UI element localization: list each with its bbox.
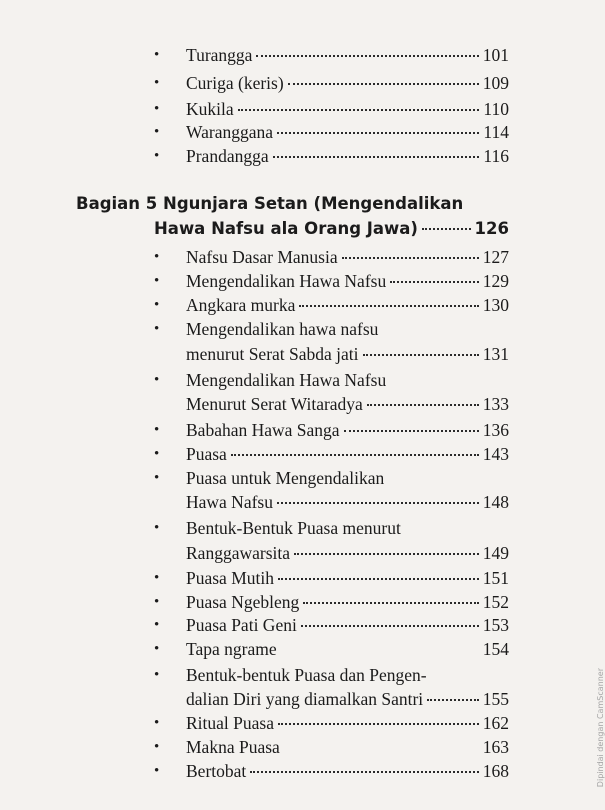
bullet-icon: •	[154, 47, 160, 63]
dot-leader	[256, 55, 478, 57]
entry-page: 152	[482, 592, 509, 612]
dot-leader	[231, 454, 479, 456]
dot-leader	[344, 430, 479, 432]
entry-page: 153	[482, 615, 509, 635]
bullet-icon: •	[154, 520, 160, 536]
entry-label: Bentuk-bentuk Puasa dan Pengen-	[186, 665, 427, 685]
dot-leader	[288, 83, 479, 85]
entry-label: Waranggana	[186, 122, 274, 142]
entry-label: Prandangga	[186, 146, 269, 166]
dot-leader	[284, 747, 479, 749]
entry-label: Puasa untuk Mengendalikan	[186, 468, 385, 488]
bullet-icon: •	[154, 273, 160, 289]
entry-page: 163	[482, 737, 509, 757]
entry-page: 148	[482, 492, 509, 512]
bullet-icon: •	[154, 321, 160, 337]
section-page: 126	[474, 219, 509, 238]
entry-page: 116	[483, 146, 509, 166]
entry-page: 154	[482, 639, 509, 659]
dot-leader	[278, 723, 479, 725]
entry-label: menurut Serat Sabda jati	[186, 344, 359, 364]
bullet-icon: •	[154, 763, 160, 779]
entry-label: Bentuk-Bentuk Puasa menurut	[186, 518, 401, 538]
scanner-watermark: Dipindai dengan CamScanner	[596, 668, 605, 788]
dot-leader	[427, 699, 479, 701]
entry-page: 101	[482, 45, 509, 65]
entry-page: 151	[482, 568, 509, 588]
dot-leader	[278, 578, 479, 580]
dot-leader	[281, 649, 479, 651]
entry-label: Makna Puasa	[186, 737, 280, 757]
entry-label: Ritual Puasa	[186, 713, 274, 733]
bullet-icon: •	[154, 570, 160, 586]
dot-leader	[301, 625, 479, 627]
dot-leader	[299, 305, 478, 307]
bullet-icon: •	[154, 124, 160, 140]
dot-leader	[238, 109, 480, 111]
bullet-icon: •	[154, 594, 160, 610]
entry-label: Puasa Mutih	[186, 568, 274, 588]
entry-label: Tapa ngrame	[186, 639, 277, 659]
entry-page: 114	[483, 122, 509, 142]
section-title-line1: Bagian 5 Ngunjara Setan (Mengendalikan	[76, 194, 464, 213]
dot-leader	[342, 257, 479, 259]
entry-label: Kukila	[186, 99, 234, 119]
entry-label: Puasa	[186, 444, 227, 464]
dot-leader	[390, 281, 479, 283]
dot-leader	[367, 404, 479, 406]
entry-label: Turangga	[186, 45, 253, 65]
entry-label: Hawa Nafsu	[186, 492, 273, 512]
entry-page: 131	[482, 344, 509, 364]
entry-page: 149	[482, 543, 509, 563]
entry-label: Mengendalikan hawa nafsu	[186, 319, 379, 339]
dot-leader	[422, 228, 471, 230]
entry-page: 162	[482, 713, 509, 733]
bullet-icon: •	[154, 446, 160, 462]
entry-label: dalian Diri yang diamalkan Santri	[186, 689, 424, 709]
section-title-line2: Hawa Nafsu ala Orang Jawa)	[154, 219, 418, 238]
entry-page: 133	[482, 394, 509, 414]
entry-page: 168	[482, 761, 509, 781]
bullet-icon: •	[154, 372, 160, 388]
entry-page: 129	[482, 271, 509, 291]
entry-page: 130	[482, 295, 509, 315]
dot-leader	[277, 132, 479, 134]
bullet-icon: •	[154, 422, 160, 438]
bullet-icon: •	[154, 715, 160, 731]
bullet-icon: •	[154, 470, 160, 486]
entry-page: 136	[482, 420, 509, 440]
bullet-icon: •	[154, 739, 160, 755]
entry-label: Puasa Pati Geni	[186, 615, 297, 635]
dot-leader	[294, 553, 479, 555]
bullet-icon: •	[154, 667, 160, 683]
entry-label: Angkara murka	[186, 295, 296, 315]
bullet-icon: •	[154, 75, 160, 91]
entry-label: Mengendalikan Hawa Nafsu	[186, 271, 387, 291]
bullet-icon: •	[154, 641, 160, 657]
entry-label: Babahan Hawa Sanga	[186, 420, 340, 440]
dot-leader	[363, 354, 479, 356]
entry-label: Curiga (keris)	[186, 73, 284, 93]
entry-page: 110	[483, 99, 509, 119]
entry-page: 155	[482, 689, 509, 709]
entry-page: 127	[482, 247, 509, 267]
dot-leader	[303, 602, 479, 604]
bullet-icon: •	[154, 148, 160, 164]
entry-label: Ranggawarsita	[186, 543, 290, 563]
dot-leader	[250, 771, 478, 773]
dot-leader	[273, 156, 480, 158]
entry-label: Mengendalikan Hawa Nafsu	[186, 370, 387, 390]
dot-leader	[277, 502, 479, 504]
entry-label: Bertobat	[186, 761, 247, 781]
entry-label: Nafsu Dasar Manusia	[186, 247, 338, 267]
entry-label: Puasa Ngebleng	[186, 592, 300, 612]
bullet-icon: •	[154, 101, 160, 117]
bullet-icon: •	[154, 297, 160, 313]
bullet-icon: •	[154, 249, 160, 265]
bullet-icon: •	[154, 617, 160, 633]
entry-page: 109	[482, 73, 509, 93]
entry-label: Menurut Serat Witaradya	[186, 394, 363, 414]
entry-page: 143	[482, 444, 509, 464]
